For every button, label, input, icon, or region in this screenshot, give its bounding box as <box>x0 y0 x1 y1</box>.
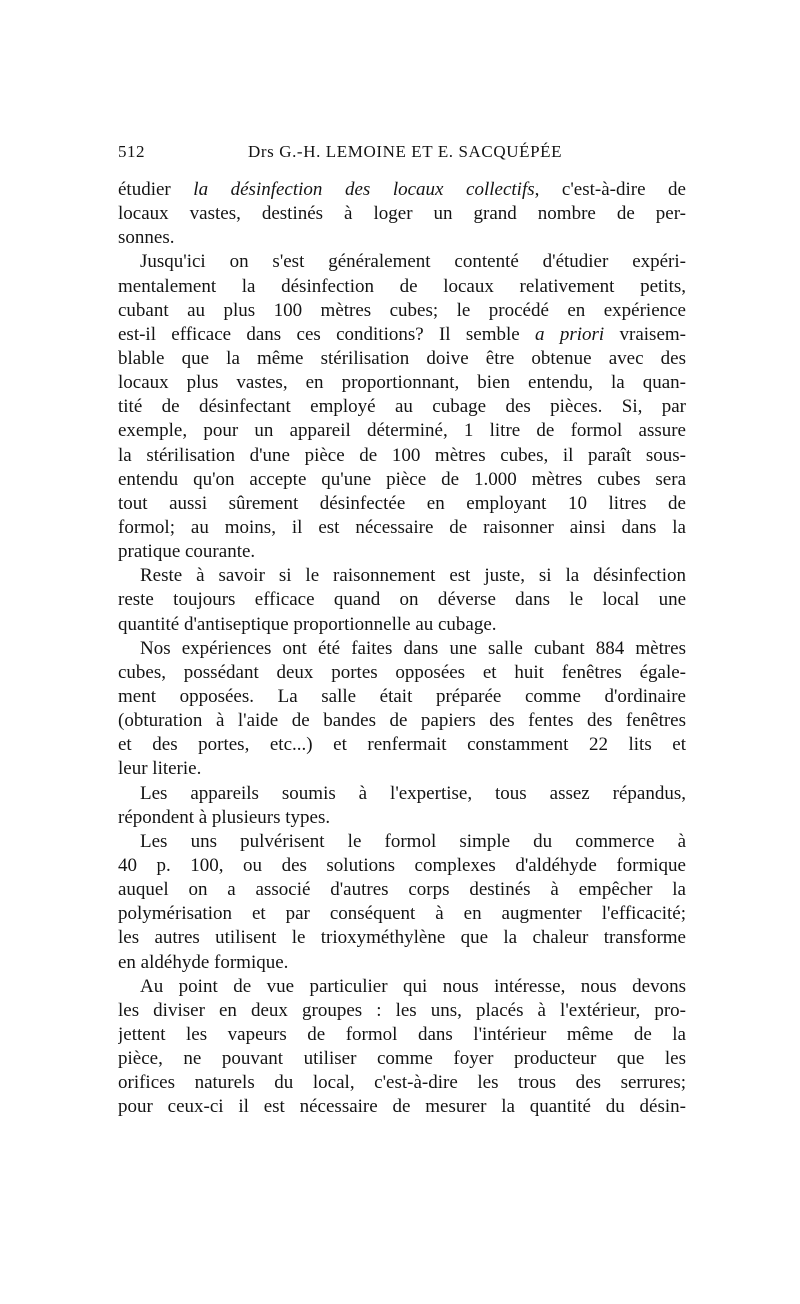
text-line: cubant au plus 100 mètres cubes; le procédé en expérience <box>118 299 686 321</box>
text-line: locaux plus vastes, en proportionnant, bien entendu, la quan- <box>118 372 686 394</box>
text-line: auquel on a associé d'autres corps destinés à empêcher la <box>118 879 686 901</box>
text-line: tité de désinfectant employé au cubage des pièces. Si, par <box>118 396 686 418</box>
text-line: blable que la même stérilisation doive être obtenue avec des <box>118 347 686 369</box>
text-line: pratique courante. <box>118 541 256 563</box>
text-line: pièce, ne pouvant utiliser comme foyer producteur que les <box>118 1048 686 1070</box>
text-line: les autres utilisent le trioxyméthylène que la chaleur transforme <box>118 927 686 949</box>
text-line: en aldéhyde formique. <box>118 951 289 973</box>
text-line: Les appareils soumis à l'expertise, tous assez répandus, <box>140 782 686 804</box>
text-line: Nos expériences ont été faites dans une salle cubant 884 mètres <box>140 637 686 659</box>
text-line: Au point de vue particulier qui nous intéresse, nous devons <box>140 975 686 997</box>
text-line: est-il efficace dans ces conditions? Il semble a priori vraisem- <box>118 323 686 345</box>
text-line: formol; au moins, il est nécessaire de raisonner ainsi dans la <box>118 516 686 538</box>
text-line: sonnes. <box>118 227 175 249</box>
text-line: mentalement la désinfection de locaux relativement petits, <box>118 275 686 297</box>
text-line: tout aussi sûrement désinfectée en employant 10 litres de <box>118 492 686 514</box>
text-line: polymérisation et par conséquent à en augmenter l'efficacité; <box>118 903 686 925</box>
body-text <box>118 178 686 1119</box>
text-line: et des portes, etc...) et renfermait constamment 22 lits et <box>118 734 686 756</box>
header-authors: Drs G.-H. LEMOINE ET E. SACQUÉPÉE <box>248 142 563 161</box>
text-line: étudier la désinfection des locaux collectifs, c'est-à-dire de <box>118 179 686 200</box>
text-line: locaux vastes, destinés à loger un grand nombre de per- <box>118 203 686 225</box>
italic-phrase: la désinfection des locaux collectifs <box>193 179 535 200</box>
text-line: jettent les vapeurs de formol dans l'intérieur même de la <box>118 1023 686 1045</box>
text-line: exemple, pour un appareil déterminé, 1 litre de formol assure <box>118 420 686 442</box>
text-line: la stérilisation d'une pièce de 100 mètres cubes, il paraît sous- <box>118 444 686 466</box>
text-line: leur literie. <box>118 758 202 780</box>
text-line: 40 p. 100, ou des solutions complexes d'aldéhyde formique <box>118 854 686 876</box>
text-line: pour ceux-ci il est nécessaire de mesurer la quantité du désin- <box>118 1096 686 1118</box>
text-line: Les uns pulvérisent le formol simple du commerce à <box>140 830 686 852</box>
text-line: Jusqu'ici on s'est généralement contenté d'étudier expéri- <box>140 251 686 273</box>
text-line: les diviser en deux groupes : les uns, placés à l'extérieur, pro- <box>118 999 686 1021</box>
text-line: reste toujours efficace quand on déverse dans le local une <box>118 589 686 611</box>
text-line: répondent à plusieurs types. <box>118 806 331 828</box>
text-line: entendu qu'on accepte qu'une pièce de 1.000 mètres cubes sera <box>118 468 686 490</box>
text-line: quantité d'antiseptique proportionnelle au cubage. <box>118 613 497 635</box>
text-line: Reste à savoir si le raisonnement est juste, si la désinfection <box>140 565 686 587</box>
italic-phrase: a priori <box>535 323 605 345</box>
text-line: cubes, possédant deux portes opposées et huit fenêtres égale- <box>118 661 686 683</box>
running-header <box>118 142 688 168</box>
text-line: ment opposées. La salle était préparée comme d'ordinaire <box>118 685 686 707</box>
page-number: 512 <box>118 142 145 161</box>
text-line: orifices naturels du local, c'est-à-dire les trous des serrures; <box>118 1072 686 1094</box>
text-line: (obturation à l'aide de bandes de papiers des fentes des fenêtres <box>118 710 686 732</box>
